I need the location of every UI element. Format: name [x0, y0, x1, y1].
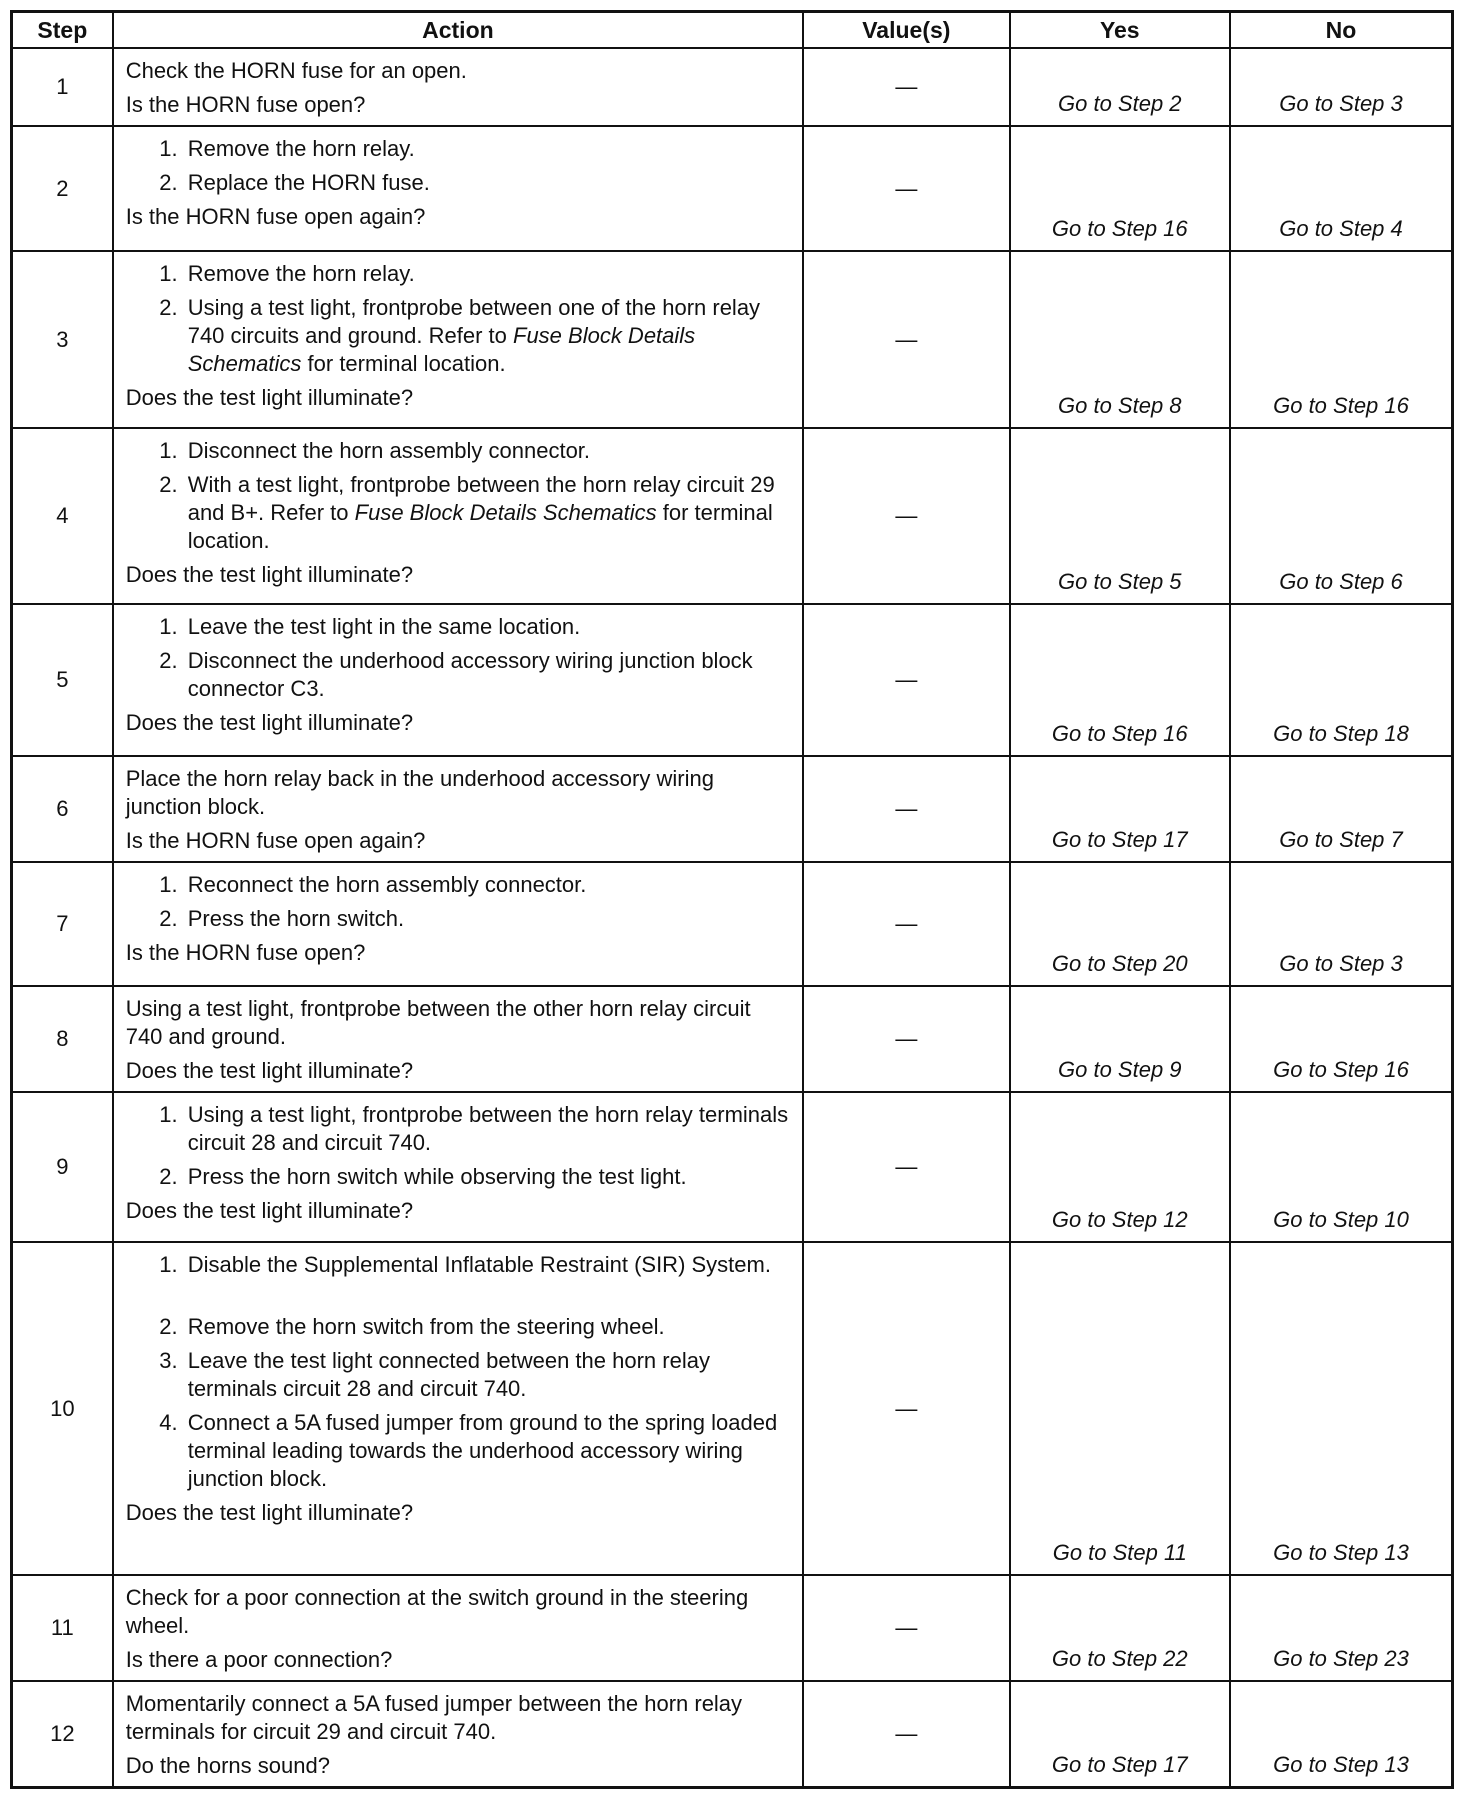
action-cell: [113, 1092, 803, 1242]
yes-cell: Go to Step 16: [1010, 604, 1230, 756]
diagnostic-table: [10, 10, 1454, 1789]
action-item-text: With a test light, frontprobe between the horn relay circuit 29 and B+. Refer to: [187, 472, 775, 525]
action-item: 2. Remove the horn switch from the steering wheel.: [184, 1313, 792, 1341]
action-question: Does the test light illuminate?: [125, 710, 414, 735]
action-item: 1. Disable the Supplemental Inflatable Restraint (SIR) System.: [184, 1251, 792, 1279]
action-question: Is the HORN fuse open again?: [125, 828, 426, 853]
header-step: Step: [12, 12, 113, 49]
action-item: [184, 294, 792, 378]
action-item-tail: for terminal location.: [187, 500, 773, 553]
action-item: 2. Replace the HORN fuse.: [184, 169, 792, 197]
value-cell: —: [803, 1681, 1009, 1788]
action-text: Check the HORN fuse for an open.: [125, 58, 467, 83]
action-question: Is the HORN fuse open again?: [125, 204, 426, 229]
table-row: [12, 428, 1453, 604]
header-no: No: [1230, 12, 1453, 49]
action-question: Does the test light illuminate?: [125, 385, 414, 410]
action-cell: [113, 1681, 803, 1788]
table-row: [12, 1681, 1453, 1788]
table-row: [12, 1242, 1453, 1575]
table-row: [12, 604, 1453, 756]
yes-cell: Go to Step 17: [1010, 756, 1230, 862]
no-cell: Go to Step 3: [1230, 48, 1453, 126]
table-row: [12, 1575, 1453, 1681]
action-text: Check for a poor connection at the switch ground in the steering wheel.: [125, 1585, 749, 1638]
no-cell: Go to Step 3: [1230, 862, 1453, 986]
action-question: Does the test light illuminate?: [125, 1500, 414, 1525]
action-cell: [113, 604, 803, 756]
table-row: [12, 1092, 1453, 1242]
yes-cell: Go to Step 20: [1010, 862, 1230, 986]
no-cell: Go to Step 13: [1230, 1681, 1453, 1788]
action-item-tail: for terminal location.: [301, 351, 506, 376]
no-cell: Go to Step 16: [1230, 251, 1453, 428]
value-cell: —: [803, 604, 1009, 756]
step-number: 6: [12, 756, 113, 862]
step-number: 9: [12, 1092, 113, 1242]
action-cell: [113, 1575, 803, 1681]
action-item: 1. Leave the test light in the same location.: [184, 613, 792, 641]
yes-cell: Go to Step 2: [1010, 48, 1230, 126]
header-action: Action: [113, 12, 803, 49]
value-cell: —: [803, 428, 1009, 604]
header-yes: Yes: [1010, 12, 1230, 49]
yes-cell: Go to Step 9: [1010, 986, 1230, 1092]
step-number: 3: [12, 251, 113, 428]
action-cell: [113, 251, 803, 428]
no-cell: Go to Step 10: [1230, 1092, 1453, 1242]
table-row: [12, 251, 1453, 428]
action-question: Is the HORN fuse open?: [125, 92, 366, 117]
action-item: [184, 471, 792, 555]
step-number: 5: [12, 604, 113, 756]
schematic-reference: Fuse Block Details Schematics: [187, 323, 696, 376]
no-cell: Go to Step 16: [1230, 986, 1453, 1092]
value-cell: —: [803, 126, 1009, 251]
table-row: [12, 48, 1453, 126]
action-item: 2. Press the horn switch.: [184, 905, 792, 933]
action-item: 1. Reconnect the horn assembly connector.: [184, 871, 792, 899]
value-cell: —: [803, 48, 1009, 126]
action-question: Is there a poor connection?: [125, 1647, 393, 1672]
no-cell: Go to Step 4: [1230, 126, 1453, 251]
value-cell: —: [803, 1575, 1009, 1681]
step-number: 7: [12, 862, 113, 986]
action-cell: [113, 1242, 803, 1575]
value-cell: —: [803, 862, 1009, 986]
step-number: 12: [12, 1681, 113, 1788]
action-cell: [113, 986, 803, 1092]
yes-cell: Go to Step 16: [1010, 126, 1230, 251]
schematic-reference: Fuse Block Details Schematics: [354, 500, 657, 525]
step-number: 8: [12, 986, 113, 1092]
no-cell: Go to Step 6: [1230, 428, 1453, 604]
value-cell: —: [803, 1092, 1009, 1242]
yes-cell: Go to Step 11: [1010, 1242, 1230, 1575]
action-cell: [113, 48, 803, 126]
action-question: Does the test light illuminate?: [125, 1058, 414, 1083]
no-cell: Go to Step 7: [1230, 756, 1453, 862]
action-text: Place the horn relay back in the underhood accessory wiring junction block.: [125, 766, 714, 819]
value-cell: —: [803, 986, 1009, 1092]
action-item: 4. Connect a 5A fused jumper from ground to the spring loaded terminal leading towards the underhood accessory wiring junction block.: [184, 1409, 792, 1493]
no-cell: Go to Step 13: [1230, 1242, 1453, 1575]
table-row: [12, 862, 1453, 986]
step-number: 11: [12, 1575, 113, 1681]
action-item: 1. Remove the horn relay.: [184, 135, 792, 163]
yes-cell: Go to Step 5: [1010, 428, 1230, 604]
action-question: Is the HORN fuse open?: [125, 940, 366, 965]
action-item: 2. Disconnect the underhood accessory wiring junction block connector C3.: [184, 647, 792, 703]
yes-cell: Go to Step 17: [1010, 1681, 1230, 1788]
step-number: 2: [12, 126, 113, 251]
step-number: 10: [12, 1242, 113, 1575]
action-item: 1. Disconnect the horn assembly connector.: [184, 437, 792, 465]
yes-cell: Go to Step 12: [1010, 1092, 1230, 1242]
value-cell: —: [803, 756, 1009, 862]
step-number: 4: [12, 428, 113, 604]
table-row: [12, 756, 1453, 862]
no-cell: Go to Step 18: [1230, 604, 1453, 756]
action-item: 3. Leave the test light connected between the horn relay terminals circuit 28 and circuit 740.: [184, 1347, 792, 1403]
yes-cell: Go to Step 22: [1010, 1575, 1230, 1681]
value-cell: —: [803, 1242, 1009, 1575]
yes-cell: Go to Step 8: [1010, 251, 1230, 428]
header-values: Value(s): [803, 12, 1009, 49]
action-item: 1. Using a test light, frontprobe between the horn relay terminals circuit 28 and circuit 740.: [184, 1101, 792, 1157]
action-item: 2. Press the horn switch while observing the test light.: [184, 1163, 792, 1191]
action-question: Does the test light illuminate?: [125, 562, 414, 587]
no-cell: Go to Step 23: [1230, 1575, 1453, 1681]
action-question: Do the horns sound?: [125, 1753, 330, 1778]
action-cell: [113, 126, 803, 251]
step-number: 1: [12, 48, 113, 126]
action-cell: [113, 428, 803, 604]
action-cell: [113, 862, 803, 986]
table-row: [12, 126, 1453, 251]
action-item-text: Using a test light, frontprobe between one of the horn relay 740 circuits and ground. Refer to: [187, 295, 761, 348]
table-row: [12, 986, 1453, 1092]
action-item: 1. Remove the horn relay.: [184, 260, 792, 288]
header-row: [12, 12, 1453, 49]
action-question: Does the test light illuminate?: [125, 1198, 414, 1223]
action-cell: [113, 756, 803, 862]
action-text: Using a test light, frontprobe between the other horn relay circuit 740 and ground.: [125, 996, 751, 1049]
action-text: Momentarily connect a 5A fused jumper between the horn relay terminals for circuit 29 and circuit 740.: [125, 1691, 743, 1744]
value-cell: —: [803, 251, 1009, 428]
